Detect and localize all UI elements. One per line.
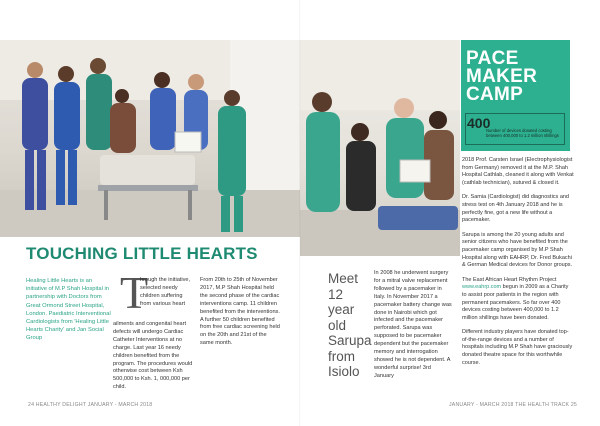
drop-cap: T	[120, 267, 149, 318]
stat-caption: Number of devices donated costing between 400,000 to 1.2 million shillings	[486, 128, 559, 139]
intro-sidebar: Healing Little Hearts is an initiative of M.P Shah Hospital in partnership with Doctors from Great Ormond Street Hospital, London. Paediatric Interventional Cardiologists from 'Healing Little Hearts Charity' and Jan Social Group	[26, 278, 111, 342]
paragraph: Dr. Samia (Cardiologist) did diagnostics and stress test on 4th January 2018 and he is perfectly fine, got a new life without a pacemaker.	[462, 194, 569, 224]
sarupa-photo	[300, 40, 460, 256]
sarupa-photo-illustration	[300, 40, 460, 256]
column-2-body: From 20th to 25th of November 2017, M.P Shah Hospital held the second phase of the cardiac interventions camp. 11 children benefited from the interventions. A further 50 children benefited from free cardiac screening held on the 20th and 21st of the same month.	[200, 277, 280, 347]
footer-right: JANUARY - MARCH 2018 THE HEALTH TRACK 25	[449, 402, 578, 408]
eahrp-link[interactable]: www.eahrp.com	[462, 284, 502, 291]
link-paragraph	[462, 277, 574, 323]
paragraph: Different industry players have donated top-of-the-range devices and a number of hospitals including M.P Shah have graciously donated theatre space for this worthwhile course.	[462, 329, 573, 366]
link-paragraph-suffix: begun in 2009 as a Charity to assist poor patients in the region with permanent pacemakers. So far over 400 devices costing between 400,000 to 1.2 million shillings have been donated.	[462, 284, 569, 321]
meet-heading: Meet 12 year old Sarupa from Isiolo	[328, 271, 372, 379]
pace-maker-title: PACE MAKER CAMP	[466, 48, 538, 105]
link-paragraph-prefix: The East African Heart Rhythm Project	[462, 276, 557, 283]
right-column-text	[462, 157, 574, 374]
page-fold	[299, 0, 301, 426]
footer-left: 24 HEALTHY DELIGHT JANUARY - MARCH 2018	[28, 402, 153, 408]
stat-number: 400	[467, 115, 491, 131]
page-title: TOUCHING LITTLE HEARTS	[26, 244, 258, 263]
column-3-body: In 2008 he underwent surgery for a mitral valve replacement followed by a pacemaker in Italy. In November 2017 a pacemaker battery change was done in Nairobi which got infected and the pacemaker perforated. Sarupa was supposed to be pacemaker dependent but the pacemaker memory and interrogation showed he is not dependent. A wonderful surprise! 3rd January	[374, 270, 452, 379]
group-photo	[0, 40, 300, 237]
column-1-body: ailments and congenital heart defects will undergo Cardiac Catheter Interventions at no charge. Last year 16 needy children benefited from the program. The procedures would otherwise cost between Ksh 500,000 to Ksh. 1, 000,000 per child.	[113, 321, 193, 391]
paragraph: Sarupa is among the 20 young adults and senior citizens who have benefited from the pacemaker camp organised by M.P Shah Hospital along with EAHRP, Dr. Fred Bukachi & German Medical devices for Donor groups.	[462, 231, 573, 269]
group-photo-illustration	[0, 40, 300, 237]
paragraph: 2018 Prof. Carsten Israel (Electrophysiologist from Germany) removed it at the M.P. Shah Hospital Cathlab, cleaned it along with Venkat (cathlab technician), sutured & closed it.	[462, 157, 574, 186]
column-1-lead: hrough the initiative, selected needy children suffering from various heart	[140, 277, 191, 307]
